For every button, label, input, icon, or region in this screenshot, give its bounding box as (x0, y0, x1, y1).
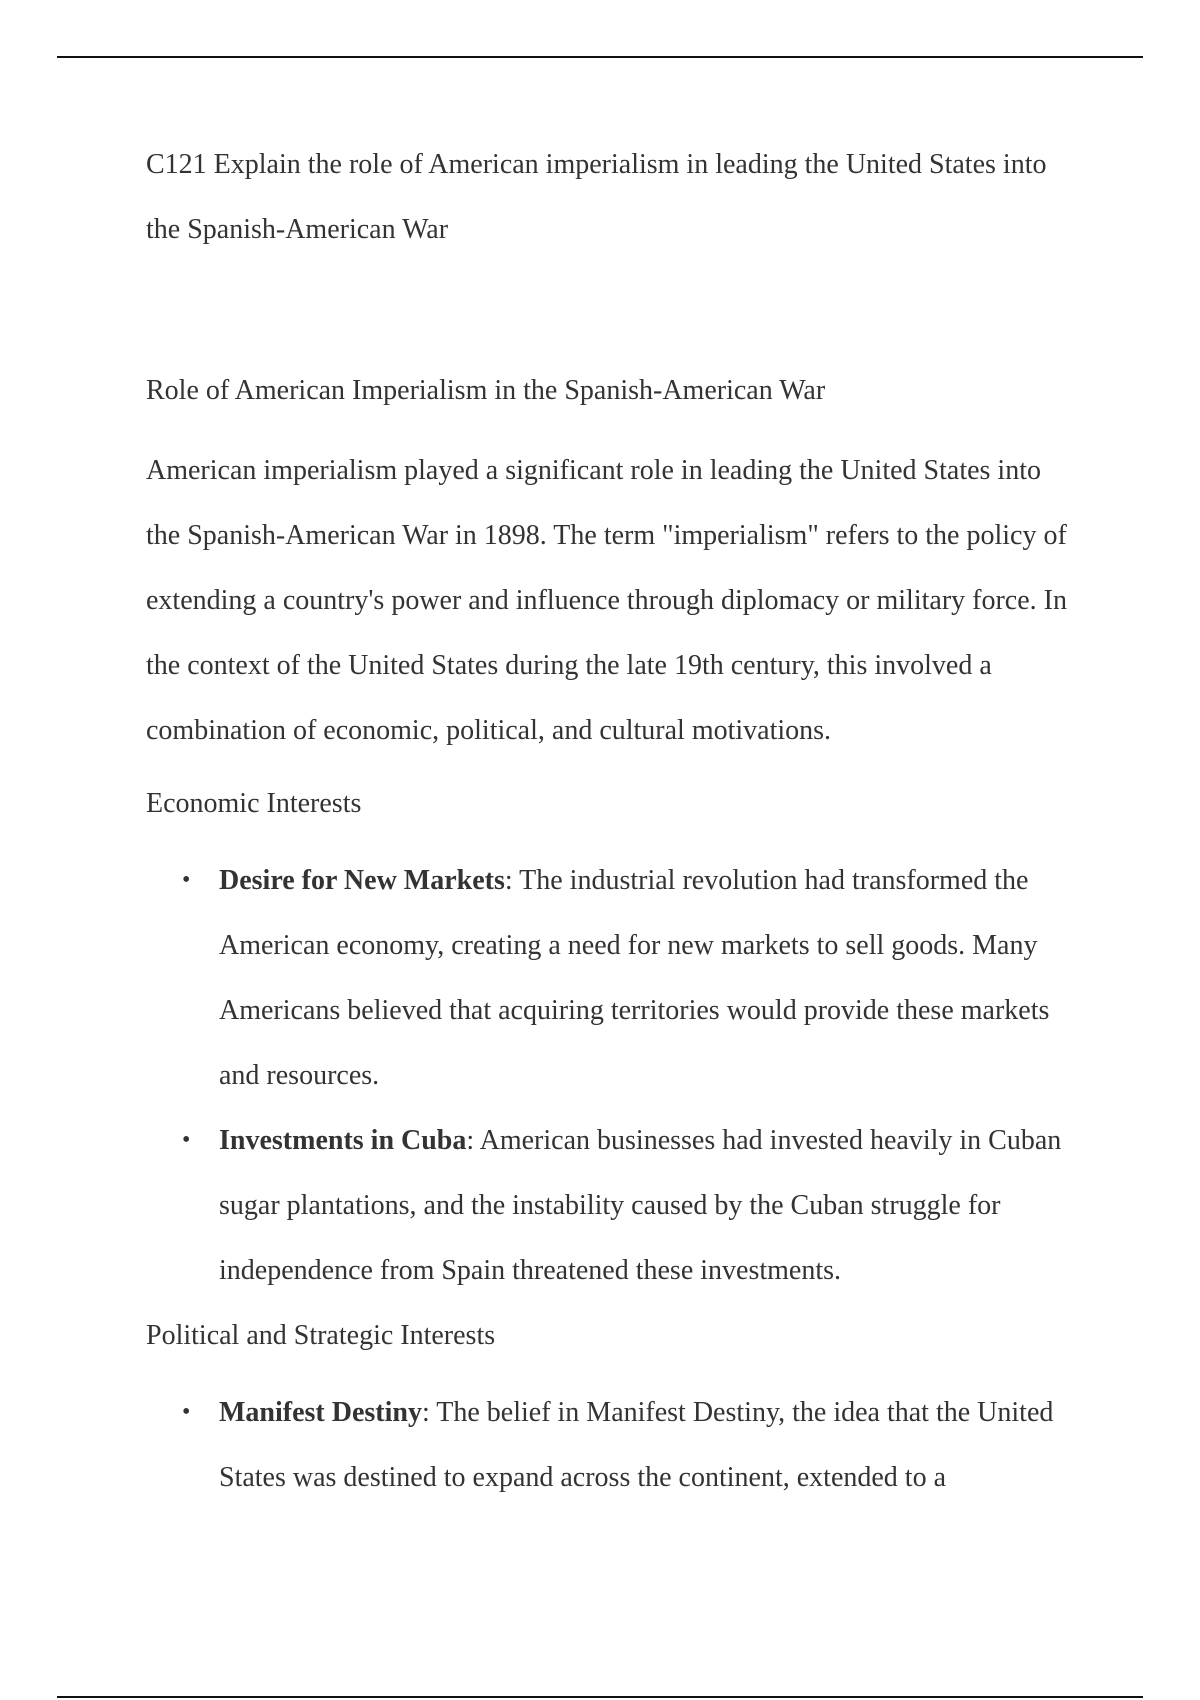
list-item-term: Desire for New Markets (219, 865, 505, 896)
bullet-icon: • (182, 867, 191, 893)
list-item-text: : American businesses had invested heavily in Cuban sugar plantations, and the instability caused by the Cuban struggle for independence from Spain threatened these investments. (219, 1125, 1062, 1286)
intro-paragraph: American imperialism played a significant role in leading the United States into the Spanish-American War in 1898. The term "imperialism" refers to the policy of extending a country's power and influence through diplomacy or military force. In the context of the United States during the late 19th century, this involved a combination of economic, political, and cultural motivations. (146, 455, 1067, 746)
document-title: C121 Explain the role of American imperialism in leading the United States into the Spanish-American War (146, 149, 1047, 245)
economic-heading: Economic Interests (146, 788, 362, 819)
list-item-text: : The industrial revolution had transformed the American economy, creating a need for new markets to sell goods. Many Americans believed that acquiring territories would provide these markets and resources. (219, 865, 1050, 1091)
list-item-term: Investments in Cuba (219, 1125, 467, 1156)
list-item (146, 848, 1076, 1108)
bullet-icon: • (182, 1127, 191, 1153)
political-heading: Political and Strategic Interests (146, 1320, 496, 1351)
title-spacer (146, 262, 1076, 358)
list-item-term: Manifest Destiny (219, 1397, 422, 1428)
political-list (146, 1380, 1076, 1510)
top-rule (57, 56, 1143, 58)
bottom-rule (57, 1696, 1143, 1698)
bullet-icon: • (182, 1399, 191, 1425)
economic-list (146, 848, 1076, 1303)
list-item (146, 1380, 1076, 1510)
list-item-text: : The belief in Manifest Destiny, the idea that the United States was destined to expand across the continent, extended to a (219, 1397, 1054, 1493)
document-body (146, 132, 1076, 1510)
section-title: Role of American Imperialism in the Spanish-American War (146, 375, 826, 406)
list-item (146, 1108, 1076, 1303)
